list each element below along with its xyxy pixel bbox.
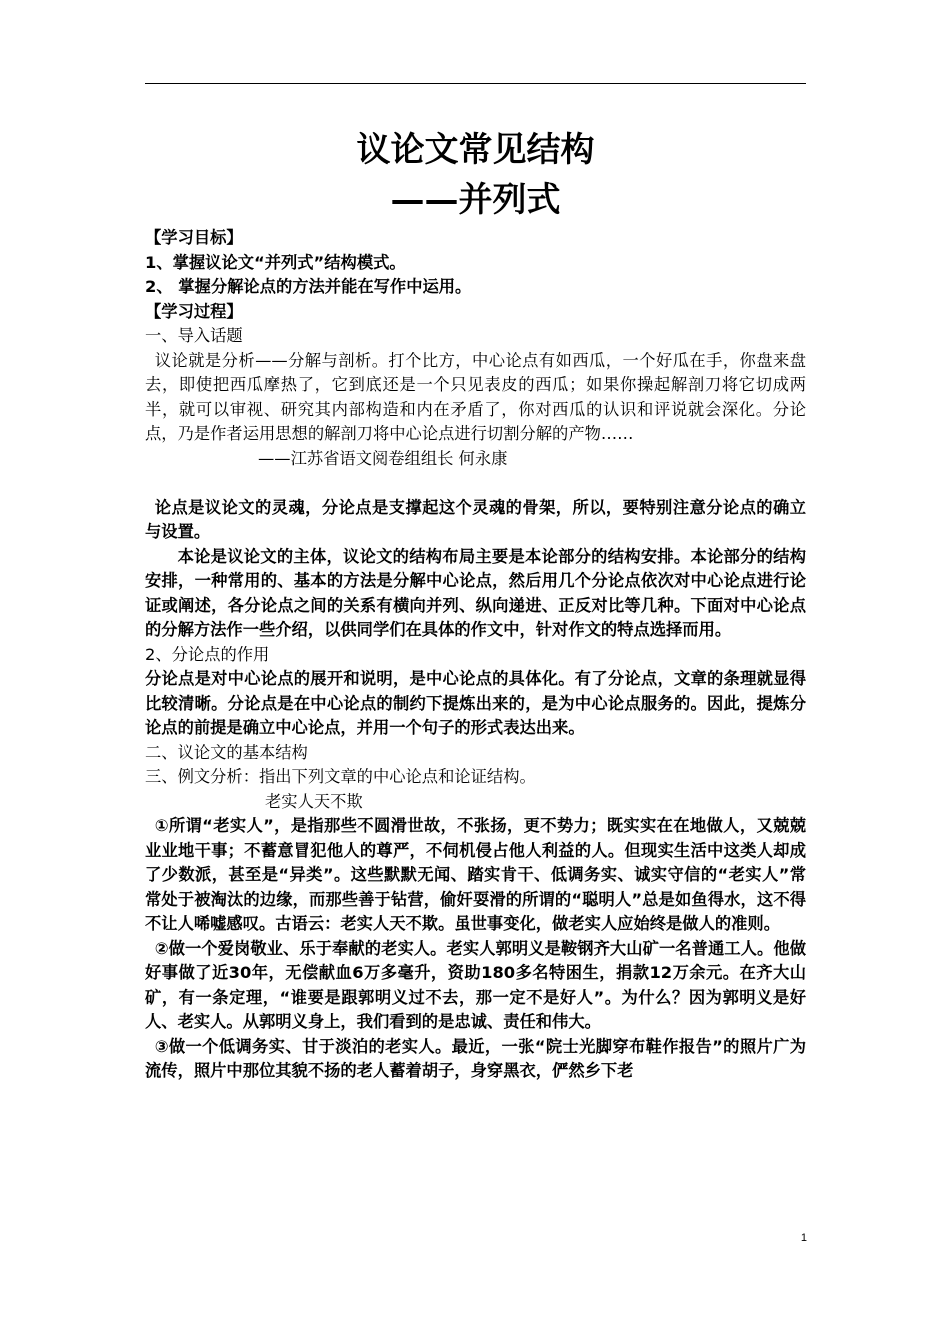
- spacer: [145, 471, 806, 496]
- essay-paragraph-2: ②做一个爱岗敬业、乐于奉献的老实人。老实人郭明义是鞍钢齐大山矿一名普通工人。他做好事做了近30年，无偿献血6万多毫升，资助180多名特困生，捐款12万余元。在齐大山矿，有一条定理，“谁要是跟郭明义过不去，那一定不是好人”。为什么？因为郭明义是好人、老实人。从郭明义身上，我们看到的是忠诚、责任和伟大。: [145, 938, 806, 1031]
- essay-paragraph-1: ①所谓“老实人”，是指那些不圆滑世故，不张扬，更不势力；既实实在在地做人，又兢兢业业地干事；不蓄意冒犯他人的尊严，不伺机侵占他人利益的人。但现实生活中这类人却成了少数派，甚至是“异类”。这些默默无闻、踏实肯干、低调务实、诚实守信的“老实人”常常处于被淘汰的边缘，而那些善于钻营，偷奸耍滑的所谓的“聪明人”总是如鱼得水，这不得不让人唏嘘感叹。古语云：老实人天不欺。虽世事变化，做老实人应始终是做人的准则。: [145, 816, 806, 933]
- objective-item-1: 1、掌握议论文“并列式”结构模式。: [145, 252, 406, 272]
- quote-attribution: ——江苏省语文阅卷组组长 何永康: [258, 448, 508, 468]
- page-number: 1: [800, 1232, 807, 1244]
- essay-title: 老实人天不欺: [265, 791, 363, 811]
- page-subtitle: ——并列式: [390, 180, 561, 220]
- section-2-heading: 2、分论点的作用: [145, 644, 270, 664]
- intro-paragraph-2: 本论是议论文的主体，议论文的结构布局主要是本论部分的结构安排。本论部分的结构安排，一种常用的、基本的方法是分解中心论点，然后用几个分论点依次对中心论点进行论证或阐述，各分论点之间的关系有横向并列、纵向递进、正反对比等几种。下面对中心论点的分解方法作一些介绍，以供同学们在具体的作文中，针对作文的特点选择而用。: [145, 546, 806, 639]
- objective-item-2: 2、 掌握分解论点的方法并能在写作中运用。: [145, 277, 472, 296]
- section-1-heading: 一、导入话题: [145, 326, 243, 345]
- document-body: [145, 226, 806, 1084]
- header-rule: [145, 83, 806, 84]
- section-3-heading: 二、议论文的基本结构: [145, 742, 308, 762]
- intro-quote: 议论就是分析——分解与剖析。打个比方，中心论点有如西瓜，一个好瓜在手，你盘来盘去，即使把西瓜摩热了，它到底还是一个只见表皮的西瓜；如果你操起解剖刀将它切成两半，就可以审视、研究其内部构造和内在矛盾了，你对西瓜的认识和评说就会深化。分论点，乃是作者运用思想的解剖刀将中心论点进行切割分解的产物……: [145, 350, 806, 443]
- intro-paragraph-1: 论点是议论文的灵魂，分论点是支撑起这个灵魂的骨架，所以，要特别注意分论点的确立与设置。: [145, 497, 806, 541]
- section-2-text: 分论点是对中心论点的展开和说明，是中心论点的具体化。有了分论点，文章的条理就显得比较清晰。分论点是在中心论点的制约下提炼出来的，是为中心论点服务的。因此，提炼分论点的前提是确立中心论点，并用一个句子的形式表达出来。: [145, 669, 806, 737]
- section-4-heading: 三、例文分析：指出下列文章的中心论点和论证结构。: [145, 767, 536, 786]
- essay-paragraph-3: ③做一个低调务实、甘于淡泊的老实人。最近，一张“院士光脚穿布鞋作报告”的照片广为流传，照片中那位其貌不扬的老人蓄着胡子，身穿黑衣，俨然乡下老: [145, 1036, 806, 1080]
- process-heading: 【学习过程】: [145, 301, 243, 321]
- objectives-heading: 【学习目标】: [145, 228, 243, 247]
- page-title: 议论文常见结构: [356, 130, 595, 170]
